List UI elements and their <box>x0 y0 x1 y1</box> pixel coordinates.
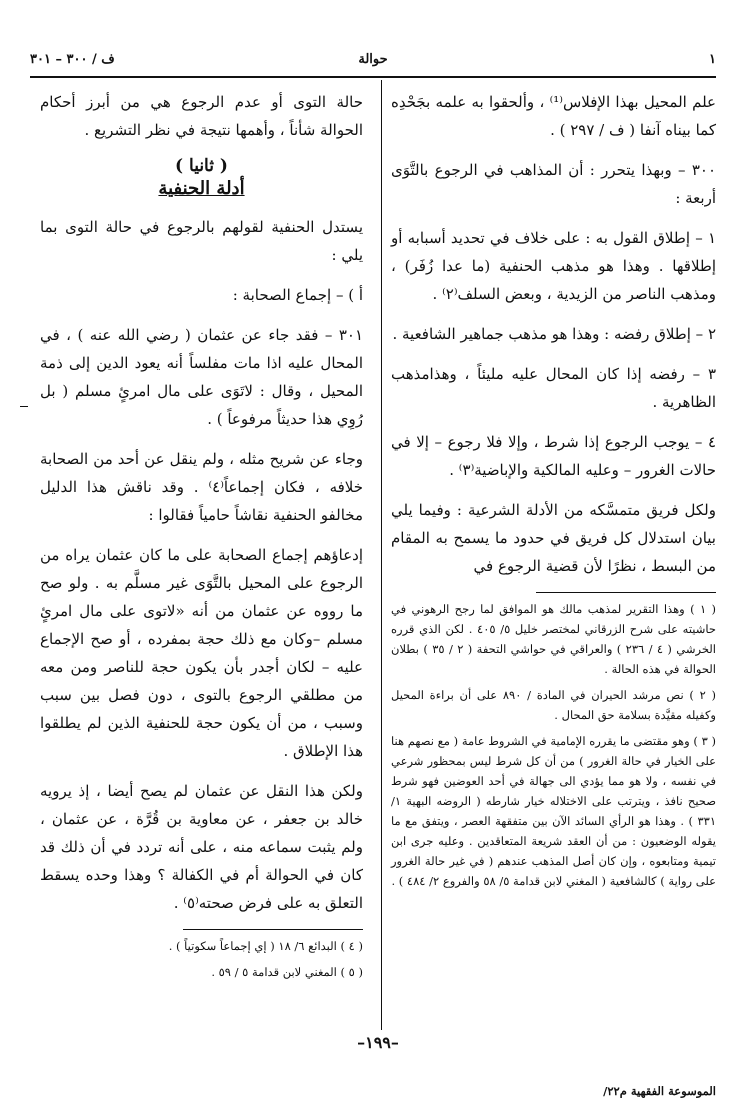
header-right-mark: ١ <box>709 52 716 67</box>
column-divider <box>381 80 382 1030</box>
paragraph: أ ) – إجماع الصحابة : <box>232 286 363 304</box>
left-column <box>40 88 363 988</box>
footnote: ( ٥ ) المغني لابن قدامة ٥ / ٥٩ . <box>211 965 363 979</box>
section-number-heading: ( ثانيا ) <box>175 156 228 176</box>
footnote-rule <box>536 592 716 593</box>
footnote: ( ١ ) وهذا التقرير لمذهب مالك هو الموافق لما رجح الرهوني في حاشيته على شرح الزرقاني لمختصر خليل ٥/ ٤٠٥ . لكن الذي قرره الخرشي ( ٤ / ٢٣٦ ) والعراقي في حواشي التحفة ( ٢ / ٣٥ ) بطلان الحوالة في هذه الحالة . <box>391 602 717 676</box>
paragraph: ٣٠١ – فقد جاء عن عثمان ( رضي الله عنه ) ، في المحال عليه اذا مات مفلساً أنه يعود الدين إلى ذمة المحيل ، وقال : لاتَوَى على مال امرئٍ مسلم ( بل رُوِي هذا حديثاً مرفوعاً ) . <box>40 326 363 428</box>
paragraph: ١ – إطلاق القول به : على خلاف في تحديد أسبابه أو إطلاقها . وهذا هو مذهب الحنفية (ما عدا زُفَر) ، ومذهب الناصر من الزيدية ، وبعض السلف⁽٢⁾ . <box>391 229 716 303</box>
header-section-ref: ف / ٣٠٠ – ٣٠١ <box>30 52 115 67</box>
footnote: ( ٣ ) وهو مقتضى ما يقرره الإمامية في الشروط عامة ( مع نصهم هنا على الخيار في حالة الغرور ) من أن كل شرط ليس بمحظور شرعي في نفسه ، ولا هو مما يؤدي الى جهالة في أحد العوضين فهو شرط صحيح نافذ ، ويترتب على الاختلاله خيار شارطه ( الروضه البهية ١/ ٣٣١ ) . وهذا هو الرأي السائد الآن بين متفقهة العصر ، ويتفق مع ما يقوله الوضعيون : من أن العقد شريعة المتعاقدين . وعليه جرى ابن تيمية ومتابعوه ، وإن كان أصل المذهب عندهم ( في غير حالة الغرور على رواية ) كالشافعية ( المغني لابن قدامة ٥/ ٥٨ والفروع ٢/ ٤٨٤ ) . <box>391 734 716 888</box>
paragraph: ولكن هذا النقل عن عثمان لم يصح أيضا ، إذ يرويه خالد بن جعفر ، عن معاوية بن قُرَّة ، عن عثمان ، ولم يثبت سماعه منه ، على أنه تردد في أن ذلك قد كان في الحوالة أم في الكفالة ؟ وهذا وحده يسقط التعلق به على فرض صحته⁽٥⁾ . <box>40 782 363 912</box>
footnote: ( ٢ ) نص مرشد الحيران في المادة / ٨٩٠ على أن براءة المحيل وكفيله مقيَّدة بسلامة حق المحال . <box>391 688 716 722</box>
right-column <box>391 88 716 897</box>
paragraph: ولكل فريق متمسَّكه من الأدلة الشرعية : وفيما يلي بيان استدلال كل فريق في حدود ما يسمح به المقام من البسط ، نظرًا لأن قضية الرجوع في <box>391 501 716 575</box>
intro-paragraph: حالة التوى أو عدم الرجوع هي من أبرز أحكام الحوالة شأناً ، وأهمها نتيجة في نظر التشريع . <box>40 93 363 139</box>
footnote-rule <box>183 929 363 930</box>
paragraph: يستدل الحنفية لقولهم بالرجوع في حالة التوى بما يلي : <box>40 218 363 264</box>
section-heading: أدلة الحنفية <box>158 178 245 199</box>
volume-signature: الموسوعة الفقهية م٢٢/ <box>603 1084 716 1098</box>
paragraph: ٢ – إطلاق رفضه : وهذا هو مذهب جماهير الشافعية . <box>392 325 716 343</box>
paragraph: ٣٠٠ – وبهذا يتحرر : أن المذاهب في الرجوع بالتَّوَى أربعة : <box>391 161 716 207</box>
running-header <box>30 50 716 76</box>
paragraph: إدعاؤهم إجماع الصحابة على ما كان عثمان يراه من الرجوع على المحيل بالتَّوَى غير مسلَّم به . ولو صح ما رووه عن عثمان من أنه «لاتوى على مال امرئٍ مسلم –وكان مع ذلك حجة بمفرده ، أو صح الإجماع عليه – لكان أجدر بأن يكون حجة للناصر ومن معه من مطلقي الرجوع بالتوى ، دون فصل بين سبب وسبب ، من أن يكون حجة للحنفية الذين لم يطلقوا هذا الإطلاق . <box>40 546 363 760</box>
paragraph: علم المحيل بهذا الإفلاس⁽¹⁾ ، وألحقوا به علمه بجَحْدِه كما بيناه آنفا ( ف / ٢٩٧ ) . <box>391 93 716 139</box>
header-rule <box>30 76 716 78</box>
paragraph: ٤ – يوجب الرجوع إذا شرط ، وإلا فلا رجوع – إلا في حالات الغرور – وعليه المالكية والإباضية⁽٣⁾ . <box>391 433 716 479</box>
margin-tick <box>20 406 28 408</box>
header-title: حوالة <box>358 52 388 67</box>
page-number: –١٩٩– <box>357 1033 399 1052</box>
footnote: ( ٤ ) البدائع ٦/ ١٨ ( إي إجماعاً سكوتياً ) . <box>168 939 363 953</box>
paragraph: وجاء عن شريح مثله ، ولم ينقل عن أحد من الصحابة خلافه ، فكان إجماعاً⁽٤⁾ . وقد ناقش هذا الدليل مخالفو الحنفية نقاشاً حامياً فقالوا : <box>40 450 364 524</box>
paragraph: ٣ – رفضه إذا كان المحال عليه مليئاً ، وهذامذهب الظاهرية . <box>391 365 716 411</box>
